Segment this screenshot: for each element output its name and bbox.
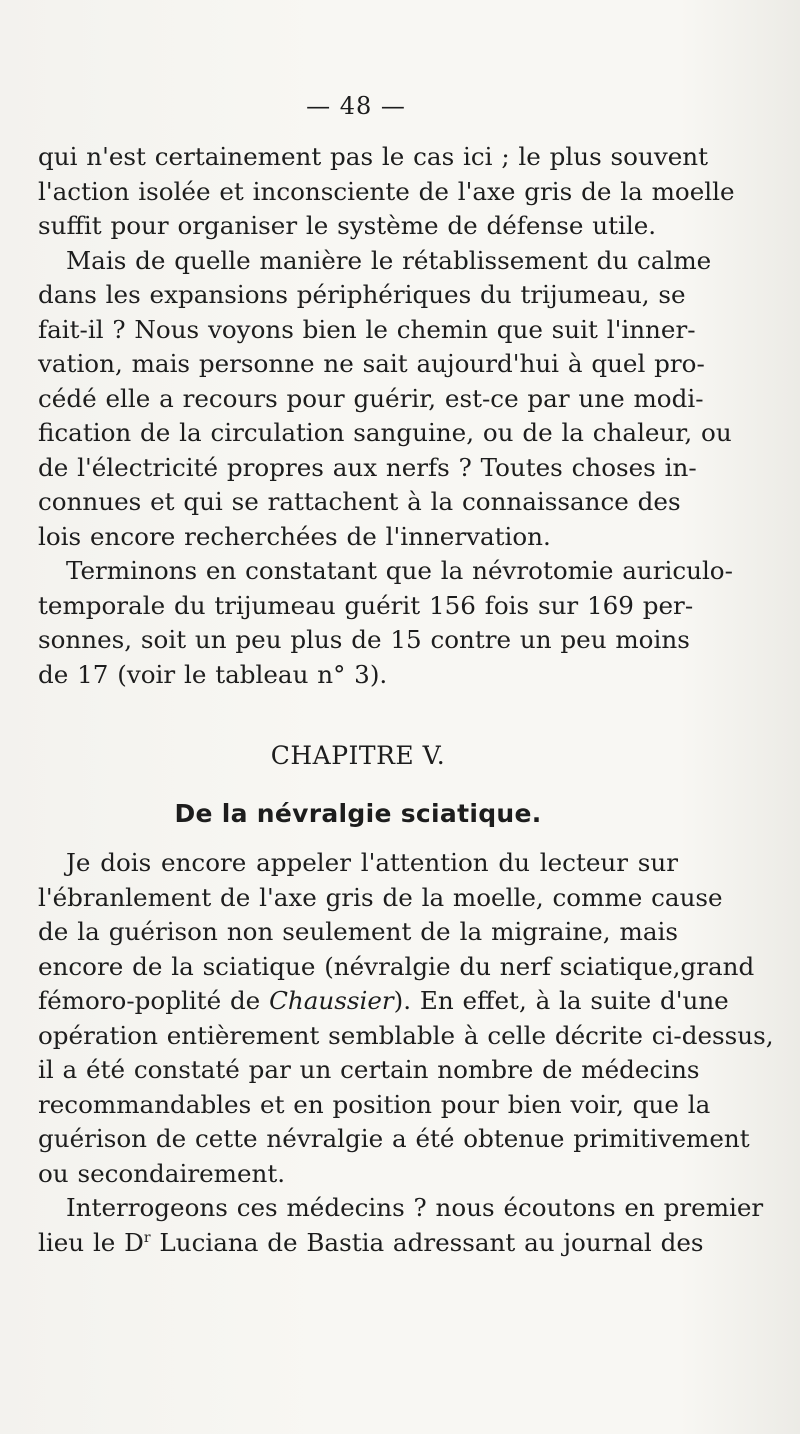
text-line: il a été constaté par un certain nombre de médecins xyxy=(38,1055,700,1084)
text-segment: lieu le D xyxy=(38,1227,144,1257)
text-line: guérison de cette névralgie a été obtenue primitivement xyxy=(38,1124,750,1153)
text-block-after-chapter xyxy=(38,846,774,1260)
text-line: sonnes, soit un peu plus de 15 contre un peu moins xyxy=(38,625,690,654)
text-line: de 17 (voir le tableau n° 3). xyxy=(38,659,388,689)
text-line: temporale du trijumeau guérit 156 fois sur 169 per- xyxy=(38,590,694,620)
text-line: de l'électricité propres aux nerfs ? Toutes choses in- xyxy=(38,452,697,482)
page-number: — 48 — xyxy=(306,92,406,120)
text-line: l'action isolée et inconsciente de l'axe gris de la moelle xyxy=(38,176,735,206)
text-line: lois encore recherchées de l'innervation. xyxy=(38,521,551,551)
text-line: ou secondairement. xyxy=(38,1158,286,1188)
text-line: suffit pour organiser le système de défense utile. xyxy=(38,211,657,240)
text-line: Interrogeons ces médecins ? nous écoutons en premier xyxy=(66,1193,764,1222)
italic-author-name: Chaussier xyxy=(269,986,394,1015)
text-line: cédé elle a recours pour guérir, est-ce par une modi- xyxy=(38,383,704,413)
text-segment: ). En effet, à la suite d'une xyxy=(393,986,729,1015)
text-segment: Luciana de Bastia adressant au journal des xyxy=(150,1227,704,1257)
paragraph-1 xyxy=(38,140,735,244)
text-line: Mais de quelle manière le rétablissement du calme xyxy=(66,245,712,275)
text-line: dans les expansions périphériques du trijumeau, se xyxy=(38,280,686,309)
text-line-with-superscript xyxy=(38,1226,704,1261)
paragraph-3 xyxy=(38,554,733,692)
text-line: connues et qui se rattachent à la connaissance des xyxy=(38,487,681,516)
text-line: Terminons en constatant que la névrotomie auriculo- xyxy=(66,556,733,585)
text-line: fait-il ? Nous voyons bien le chemin que suit l'inner- xyxy=(38,314,696,344)
chapter-title-block xyxy=(38,796,678,832)
text-segment: fémoro-poplité de xyxy=(38,986,270,1015)
text-line: qui n'est certainement pas le cas ici ; le plus souvent xyxy=(38,142,708,171)
paragraph-5 xyxy=(38,1191,764,1260)
text-line: recommandables et en position pour bien voir, que la xyxy=(38,1089,711,1119)
text-line: de la guérison non seulement de la migraine, mais xyxy=(38,917,678,946)
paragraph-2 xyxy=(38,244,732,555)
text-line: l'ébranlement de l'axe gris de la moelle, comme cause xyxy=(38,882,723,912)
text-line: encore de la sciatique (névralgie du nerf sciatique,grand xyxy=(38,951,755,981)
text-line-with-italic xyxy=(38,984,729,1019)
text-line: vation, mais personne ne sait aujourd'hui à quel pro- xyxy=(38,349,705,378)
superscript: r xyxy=(143,1229,151,1246)
chapter-heading: CHAPITRE V. xyxy=(270,741,446,770)
text-line: fication de la circulation sanguine, ou de la chaleur, ou xyxy=(38,418,732,447)
text-line: Je dois encore appeler l'attention du lecteur sur xyxy=(66,848,678,877)
chapter-heading-block xyxy=(38,738,678,774)
chapter-title: De la névralgie sciatique. xyxy=(174,799,542,828)
paragraph-4 xyxy=(38,846,774,1191)
text-block-before-chapter xyxy=(38,140,735,692)
text-line: opération entièrement semblable à celle décrite ci-dessus, xyxy=(38,1020,774,1050)
